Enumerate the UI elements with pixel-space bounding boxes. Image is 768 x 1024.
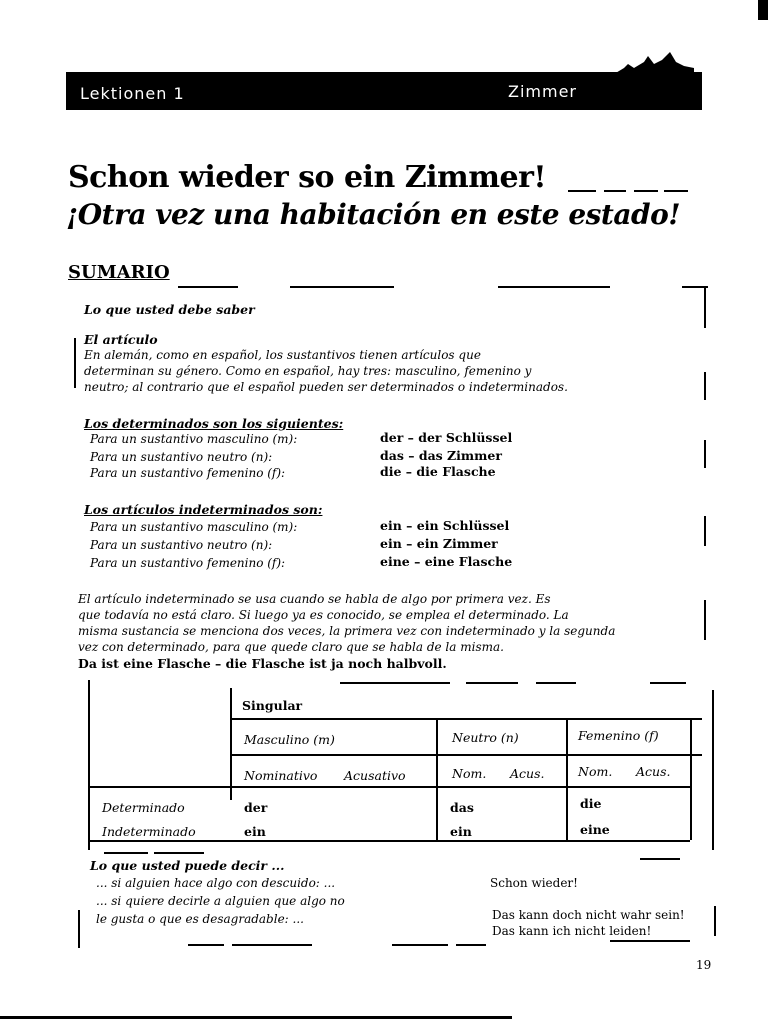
table-vline [690, 720, 692, 840]
cell-eine: eine [580, 822, 610, 837]
table-vline [566, 720, 568, 840]
divider [392, 944, 448, 946]
table-right-frame [712, 690, 714, 850]
bottom-line: ... si alguien hace algo con descuido: ... [96, 876, 336, 890]
divider [104, 852, 148, 854]
divider [232, 944, 312, 946]
section-label: Zimmer [508, 82, 577, 101]
table-acus-m: Acusativo [344, 768, 406, 783]
table-hline [232, 718, 702, 720]
table-acus-n: Acus. [510, 766, 545, 781]
table-hline [90, 786, 690, 788]
article-heading: El artículo [84, 332, 158, 347]
divider [664, 190, 688, 192]
indeterminado-label: Para un sustantivo neutro (n): [90, 538, 273, 552]
cell-der: der [244, 800, 268, 815]
divider [640, 858, 680, 860]
determinado-example: der – der Schlüssel [380, 430, 513, 445]
table-vline [436, 720, 438, 840]
indeterminado-label: Para un sustantivo femenino (f): [90, 556, 286, 570]
divider [498, 286, 610, 288]
table-nom-m: Nominativo [244, 768, 318, 783]
cell-ein-m: ein [244, 824, 266, 839]
indeterminados-heading: Los artículos indeterminados son: [84, 502, 323, 517]
divider [634, 190, 658, 192]
bottom-line: ... si quiere decirle a alguien que algo no [96, 894, 345, 908]
table-left-frame [88, 680, 90, 850]
determinado-label: Para un sustantivo neutro (n): [90, 450, 273, 464]
determinado-example: die – die Flasche [380, 464, 496, 479]
divider [604, 190, 626, 192]
summary-intro: Lo que usted debe saber [84, 302, 255, 317]
frame-right [704, 286, 706, 328]
cell-ein-n: ein [450, 824, 472, 839]
indeterminado-label: Para un sustantivo masculino (m): [90, 520, 298, 534]
usage-line: misma sustancia se menciona dos veces, la primera vez con indeterminado y la segunda [78, 624, 616, 638]
cell-die: die [580, 796, 602, 811]
row-label-indeterminado: Indeterminado [102, 824, 196, 839]
corner-mark [758, 0, 768, 20]
table-femenino: Femenino (f) [578, 728, 659, 743]
article-line: neutro; al contrario que el español pueden ser determinados o indeterminados. [84, 380, 568, 394]
table-masculino: Masculino (m) [244, 732, 335, 747]
indeterminado-example: ein – ein Schlüssel [380, 518, 510, 533]
row-label-determinado: Determinado [102, 800, 185, 815]
divider [456, 944, 486, 946]
divider [340, 682, 450, 684]
table-hline [232, 754, 702, 756]
divider [610, 940, 690, 942]
phrase: Das kann doch nicht wahr sein! [492, 908, 685, 922]
divider [650, 682, 686, 684]
table-vline [230, 688, 232, 800]
divider [178, 286, 238, 288]
table-neutro: Neutro (n) [452, 730, 519, 745]
article-line: determinan su género. Como en español, hay tres: masculino, femenino y [84, 364, 532, 378]
usage-line: vez con determinado, para que quede claro que se habla de la misma. [78, 640, 504, 654]
frame-right [704, 440, 706, 468]
frame-right [714, 906, 716, 936]
cell-das: das [450, 800, 474, 815]
divider [568, 190, 596, 192]
frame-right [704, 372, 706, 400]
table-nom-f: Nom. [578, 764, 613, 779]
skyline-decoration [614, 52, 694, 74]
lesson-label: Lektionen 1 [80, 84, 185, 103]
table-singular: Singular [242, 698, 303, 713]
table-acus-f: Acus. [636, 764, 671, 779]
divider [290, 286, 394, 288]
phrase: Das kann ich nicht leiden! [492, 924, 652, 938]
title-spanish: ¡Otra vez una habitación en este estado! [66, 198, 681, 231]
table-hline [90, 840, 690, 842]
table-nom-n: Nom. [452, 766, 487, 781]
article-line: En alemán, como en español, los sustantivos tienen artículos que [84, 348, 481, 362]
phrase: Schon wieder! [490, 876, 578, 890]
determinados-heading: Los determinados son los siguientes: [84, 416, 344, 431]
frame-left [74, 338, 76, 388]
example-sentence: Da ist eine Flasche – die Flasche ist ja noch halbvoll. [78, 656, 447, 671]
frame-right [704, 600, 706, 640]
frame-right [704, 516, 706, 546]
divider [536, 682, 576, 684]
indeterminado-example: eine – eine Flasche [380, 554, 513, 569]
bottom-rule [0, 1016, 512, 1019]
determinado-example: das – das Zimmer [380, 448, 502, 463]
determinado-label: Para un sustantivo femenino (f): [90, 466, 286, 480]
usage-line: que todavía no está claro. Si luego ya es conocido, se emplea el determinado. La [78, 608, 569, 622]
divider [188, 944, 224, 946]
divider [154, 852, 204, 854]
summary-heading: SUMARIO [68, 262, 170, 283]
divider [466, 682, 518, 684]
title-german: Schon wieder so ein Zimmer! [68, 160, 547, 195]
bottom-heading: Lo que usted puede decir ... [90, 858, 285, 873]
bottom-line: le gusta o que es desagradable: ... [96, 912, 304, 926]
usage-line: El artículo indeterminado se usa cuando se habla de algo por primera vez. Es [78, 592, 551, 606]
frame-left [78, 910, 80, 948]
page-number: 19 [696, 958, 712, 972]
determinado-label: Para un sustantivo masculino (m): [90, 432, 298, 446]
indeterminado-example: ein – ein Zimmer [380, 536, 498, 551]
